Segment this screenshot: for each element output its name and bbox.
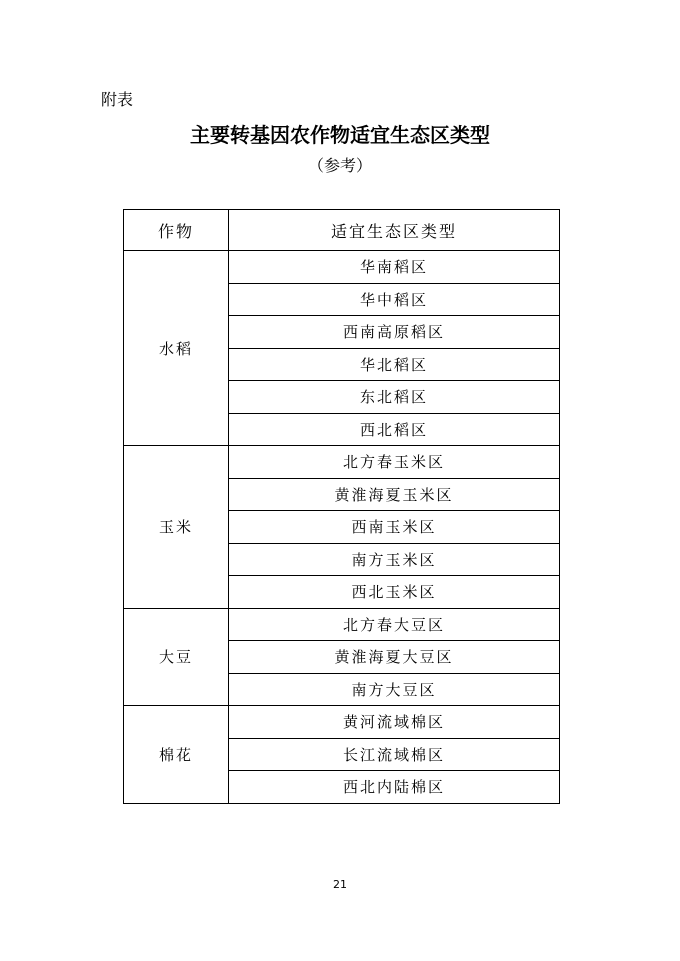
zone-cell: 华南稻区 bbox=[229, 251, 560, 284]
crop-cell-soybean: 大豆 bbox=[124, 608, 229, 706]
zone-cell: 西北玉米区 bbox=[229, 576, 560, 609]
page-number: 21 bbox=[333, 878, 347, 891]
zone-cell: 北方春玉米区 bbox=[229, 446, 560, 479]
page-subtitle: （参考） bbox=[307, 156, 372, 175]
crop-cell-cotton: 棉花 bbox=[124, 706, 229, 804]
ecological-zone-table bbox=[123, 209, 560, 804]
zone-cell: 黄淮海夏玉米区 bbox=[229, 478, 560, 511]
zone-cell: 黄淮海夏大豆区 bbox=[229, 641, 560, 674]
table-row bbox=[124, 251, 560, 284]
zone-cell: 西北内陆棉区 bbox=[229, 771, 560, 804]
crop-cell-corn: 玉米 bbox=[124, 446, 229, 609]
crop-cell-rice: 水稻 bbox=[124, 251, 229, 446]
zone-cell: 华北稻区 bbox=[229, 348, 560, 381]
appendix-label: 附表 bbox=[101, 90, 134, 109]
column-header-zone-type: 适宜生态区类型 bbox=[229, 210, 560, 251]
table-row bbox=[124, 446, 560, 479]
zone-cell: 华中稻区 bbox=[229, 283, 560, 316]
zone-cell: 西南高原稻区 bbox=[229, 316, 560, 349]
zone-cell: 西南玉米区 bbox=[229, 511, 560, 544]
zone-cell: 南方大豆区 bbox=[229, 673, 560, 706]
zone-cell: 长江流域棉区 bbox=[229, 738, 560, 771]
zone-cell: 黄河流域棉区 bbox=[229, 706, 560, 739]
zone-cell: 东北稻区 bbox=[229, 381, 560, 414]
table-header-row bbox=[124, 210, 560, 251]
table-row bbox=[124, 608, 560, 641]
table-row bbox=[124, 706, 560, 739]
page-title: 主要转基因农作物适宜生态区类型 bbox=[190, 123, 490, 147]
zone-cell: 北方春大豆区 bbox=[229, 608, 560, 641]
zone-cell: 西北稻区 bbox=[229, 413, 560, 446]
zone-cell: 南方玉米区 bbox=[229, 543, 560, 576]
column-header-crop: 作物 bbox=[124, 210, 229, 251]
